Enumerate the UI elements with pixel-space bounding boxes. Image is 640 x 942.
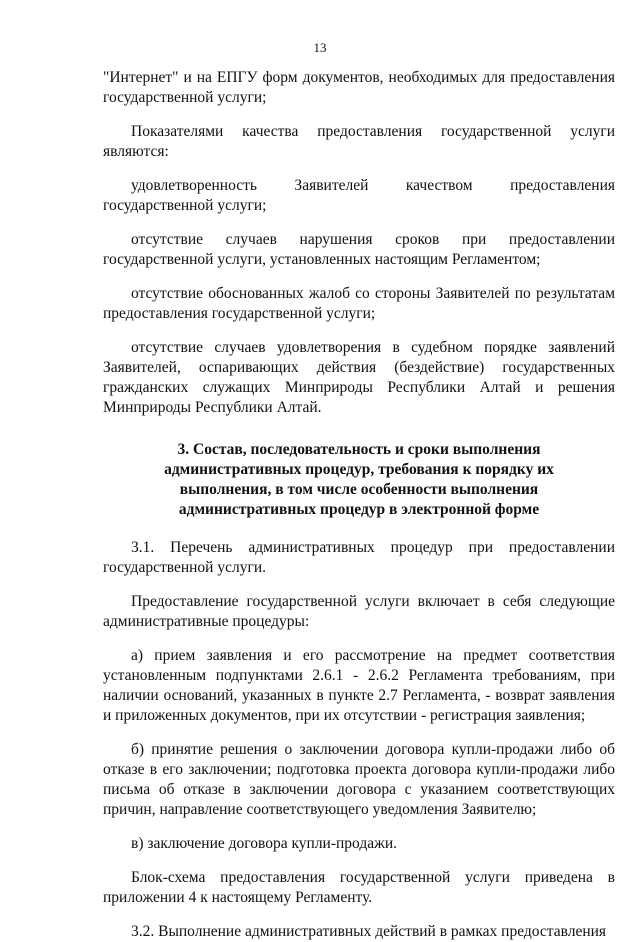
paragraph-no-justified-complaints: отсутствие обоснованных жалоб со стороны Заявителей по результатам предоставления государственной услуги;	[103, 285, 615, 322]
document-body	[103, 68, 615, 942]
paragraph-internet-epgu: "Интернет" и на ЕПГУ форм документов, необходимых для предоставления государственной услуги;	[103, 69, 615, 106]
section-heading-line-4: административных процедур в электронной форме	[178, 501, 540, 518]
paragraph-applicant-satisfaction: удовлетворенность Заявителей качеством предоставления государственной услуги;	[103, 177, 615, 214]
page-number: 13	[313, 40, 327, 55]
paragraph-3-2-partial: 3.2. Выполнение административных действий в рамках предоставления	[131, 923, 607, 940]
paragraph-procedure-b: б) принятие решения о заключении договора купли-продажи либо об отказе в его заключении; подготовка проекта договора купли-продажи либо письма об отказе в заключении договора с указанием соответствующих причин, направление соответствующего уведомления Заявителю;	[103, 741, 615, 818]
paragraph-procedure-v: в) заключение договора купли-продажи.	[131, 835, 397, 852]
paragraph-no-court-claims: отсутствие случаев удовлетворения в судебном порядке заявлений Заявителей, оспаривающих действия (бездействие) государственных гражданских служащих Минприроды Республики Алтай и решения Минприроды Республики Алтай.	[103, 339, 615, 416]
section-heading-line-3: выполнения, в том числе особенности выполнения	[179, 481, 539, 498]
paragraph-no-deadline-violations: отсутствие случаев нарушения сроков при предоставлении государственной услуги, установленных настоящим Регламентом;	[103, 231, 615, 268]
section-3-heading	[103, 440, 615, 520]
paragraph-procedures-intro: Предоставление государственной услуги включает в себя следующие административные процедуры:	[103, 593, 615, 630]
paragraph-procedure-a: а) прием заявления и его рассмотрение на предмет соответствия установленным подпунктами 2.6.1 - 2.6.2 Регламента требованиям, при наличии оснований, указанных в пункте 2.7 Регламента, - возврат заявления и приложенных документов, при их отсутствии - регистрация заявления;	[103, 647, 615, 724]
paragraph-3-1: 3.1. Перечень административных процедур при предоставлении государственной услуги.	[103, 539, 615, 576]
section-heading-line-2: административных процедур, требования к порядку их	[164, 461, 554, 478]
paragraph-block-scheme: Блок-схема предоставления государственной услуги приведена в приложении 4 к настоящему Регламенту.	[103, 869, 615, 906]
paragraph-quality-indicators: Показателями качества предоставления государственной услуги являются:	[103, 123, 615, 160]
section-heading-line-1: 3. Состав, последовательность и сроки выполнения	[177, 441, 541, 458]
